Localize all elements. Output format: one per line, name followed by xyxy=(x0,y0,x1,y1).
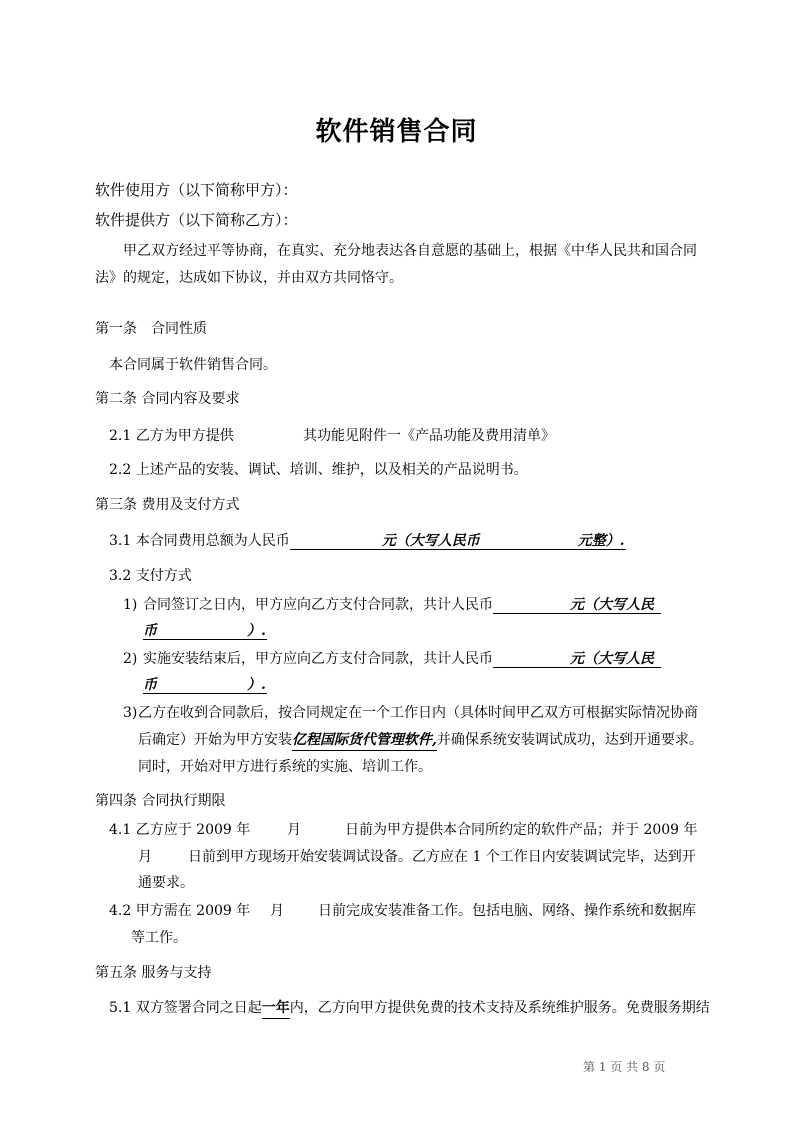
clause-4-2-d: 等工作。 xyxy=(131,930,187,946)
amount-caps-label: 元（大写人民币 xyxy=(381,533,480,549)
clause-4-1-a: 4.1 乙方应于 2009 年 xyxy=(109,822,251,838)
payment-item-1-close: ）. xyxy=(247,623,266,639)
payment-item-2-num: 2) xyxy=(123,651,138,667)
clause-3-2: 3.2 支付方式 xyxy=(109,568,192,584)
payment-item-2-text: 实施安装结束后，甲方应向乙方支付合同款，共计人民币 xyxy=(143,651,493,667)
payment-item-2-currency: 币 xyxy=(143,677,157,693)
clause-2-2: 2.2 上述产品的安装、调试、培训、维护，以及相关的产品说明书。 xyxy=(109,462,528,478)
article-5-title: 第五条 服务与支持 xyxy=(95,965,212,981)
amount-field-total xyxy=(290,531,626,550)
party-a-line: 软件使用方（以下简称甲方）： xyxy=(95,181,298,199)
clause-5-1-c: 内，乙方向甲方提供免费的技术支持及系统维护服务。免费服务期结 xyxy=(289,1000,710,1016)
clause-4-2-a: 4.2 甲方需在 2009 年 xyxy=(109,903,251,919)
payment-item-1-caps-field xyxy=(143,621,267,640)
payment-item-2 xyxy=(143,649,661,669)
clause-4-1-c: 日前为甲方提供本合同所约定的软件产品；并于 2009 年 xyxy=(345,822,698,838)
clause-2-1-a: 2.1 乙方为甲方提供 xyxy=(109,428,234,444)
clause-4-2-c: 日前完成安装准备工作。包括电脑、网络、操作系统和数据库 xyxy=(318,903,696,919)
clause-5-1 xyxy=(109,998,710,1019)
payment-item-1 xyxy=(143,595,661,615)
payment-item-3-line-2 xyxy=(138,730,703,751)
software-name: 亿程国际货代管理软件, xyxy=(292,730,437,751)
article-4-title: 第四条 合同执行期限 xyxy=(95,793,226,809)
payment-item-3-text-c: 并确保系统安装调试成功，达到开通要求。 xyxy=(436,732,703,748)
payment-item-1-text: 合同签订之日内，甲方应向乙方支付合同款，共计人民币 xyxy=(143,597,493,613)
payment-item-1-amount xyxy=(493,595,661,614)
payment-item-1-currency: 币 xyxy=(143,623,157,639)
payment-item-2-caps-field xyxy=(143,675,267,694)
clause-4-2-month: 月 xyxy=(270,903,284,919)
clause-4-1-e: 日前到甲方现场开始安装调试设备。乙方应在 1 个工作日内安装调试完毕，达到开 xyxy=(188,849,696,865)
payment-item-1-caps: 元（大写人民 xyxy=(570,597,654,613)
amount-end-label: 元整）. xyxy=(577,533,625,549)
clause-3-1-label: 3.1 本合同费用总额为人民币 xyxy=(109,533,290,549)
intro-line-2: 法》的规定，达成如下协议，并由双方共同恪守。 xyxy=(95,270,403,286)
clause-2-1-b: 其功能见附件一《产品功能及费用清单》 xyxy=(303,428,555,444)
payment-item-2-cont xyxy=(143,675,267,695)
payment-item-2-close: ）. xyxy=(247,677,266,693)
article-3-title: 第三条 费用及支付方式 xyxy=(95,497,240,513)
article-1-title: 第一条 合同性质 xyxy=(95,321,207,337)
clause-4-1-month-2: 月 xyxy=(138,849,152,865)
intro-line-1: 甲乙双方经过平等协商，在真实、充分地表达各自意愿的基础上，根据《中华人民共和国合同 xyxy=(123,243,697,259)
page-title: 软件销售合同 xyxy=(315,117,478,147)
payment-item-1-cont xyxy=(143,621,267,641)
payment-item-2-amount xyxy=(493,649,661,668)
clause-5-1-term: 一年 xyxy=(262,998,290,1019)
page-number: 第 1 页 共 8 页 xyxy=(583,1060,666,1074)
payment-item-3-line-1: 乙方在收到合同款后，按合同规定在一个工作日内（具体时间甲乙双方可根据实际情况协商 xyxy=(138,705,698,721)
article-2-title: 第二条 合同内容及要求 xyxy=(95,391,240,407)
article-1-text: 本合同属于软件销售合同。 xyxy=(109,357,277,373)
payment-item-3-text-a: 后确定）开始为甲方安装 xyxy=(138,732,292,748)
clause-4-1-f: 通要求。 xyxy=(138,875,194,891)
payment-item-2-caps: 元（大写人民 xyxy=(570,651,654,667)
payment-item-3-line-3: 同时，开始对甲方进行系统的实施、培训工作。 xyxy=(138,759,432,775)
clause-3-1 xyxy=(109,531,626,551)
clause-5-1-a: 5.1 双方签署合同之日起 xyxy=(109,1000,262,1016)
clause-4-1-month: 月 xyxy=(287,822,301,838)
payment-item-1-num: 1) xyxy=(123,597,138,613)
party-b-line: 软件提供方（以下简称乙方）： xyxy=(95,211,298,229)
payment-item-3-num: 3) xyxy=(123,705,138,721)
